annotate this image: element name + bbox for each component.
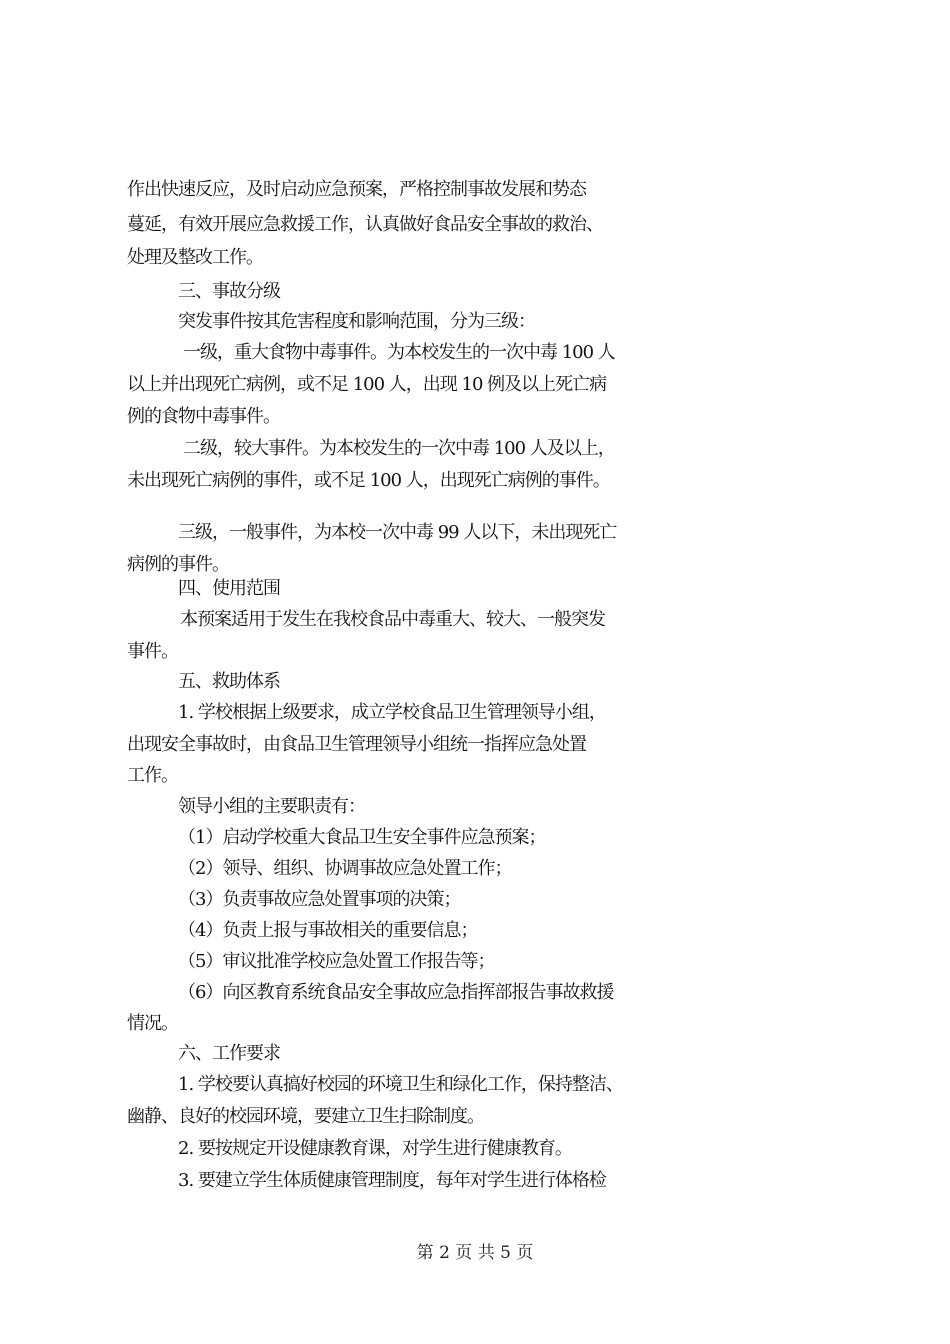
list-item: （3）负责事故应急处置事项的决策；	[178, 889, 461, 910]
list-item: （1）启动学校重大食品卫生安全事件应急预案；	[178, 827, 546, 848]
paragraph-line: 病例的事件。	[127, 554, 229, 575]
paragraph-line: 二级，较大事件。为本校发生的一次中毒 100 人及以上，	[183, 438, 615, 459]
paragraph-line: 2. 要按规定开设健康教育课，对学生进行健康教育。	[178, 1138, 572, 1159]
paragraph-line: 以上并出现死亡病例，或不足 100 人，出现 10 例及以上死亡病	[127, 374, 607, 395]
paragraph-line: 领导小组的主要职责有：	[178, 796, 365, 817]
paragraph-line: 出现安全事故时，由食品卫生管理领导小组统一指挥应急处置	[127, 734, 586, 755]
paragraph-line: 事件。	[127, 641, 178, 662]
paragraph-line: 情况。	[127, 1013, 178, 1034]
paragraph-line: 幽静、良好的校园环境，要建立卫生扫除制度。	[127, 1106, 484, 1127]
paragraph-line: 三级，一般事件，为本校一次中毒 99 人以下，未出现死亡	[178, 522, 617, 543]
paragraph-line: 突发事件按其危害程度和影响范围，分为三级：	[178, 311, 535, 332]
paragraph-line: 本预案适用于发生在我校食品中毒重大、较大、一般突发	[180, 609, 605, 630]
section-heading: 六、工作要求	[178, 1043, 280, 1064]
section-heading: 四、使用范围	[178, 578, 280, 599]
paragraph-line: 蔓延，有效开展应急救援工作，认真做好食品安全事故的救治、	[127, 214, 603, 235]
paragraph-line: 工作。	[127, 765, 178, 786]
paragraph-line: 1. 学校根据上级要求，成立学校食品卫生管理领导小组，	[178, 702, 606, 723]
paragraph-line: 3. 要建立学生体质健康管理制度，每年对学生进行体格检	[178, 1170, 606, 1191]
list-item: （2）领导、组织、协调事故应急处置工作；	[178, 858, 512, 879]
section-heading: 五、救助体系	[178, 671, 280, 692]
list-item: （4）负责上报与事故相关的重要信息；	[178, 920, 478, 941]
paragraph-line: 处理及整改工作。	[127, 247, 263, 268]
paragraph-line: 未出现死亡病例的事件，或不足 100 人，出现死亡病例的事件。	[127, 470, 610, 491]
list-item: （5）审议批准学校应急处置工作报告等；	[178, 951, 495, 972]
paragraph-line: 一级，重大食物中毒事件。为本校发生的一次中毒 100 人	[183, 342, 615, 363]
list-item: （6）向区教育系统食品安全事故应急指挥部报告事故救援	[178, 982, 614, 1003]
paragraph-line: 作出快速反应，及时启动应急预案，严格控制事故发展和势态	[127, 179, 586, 200]
section-heading: 三、事故分级	[178, 281, 280, 302]
page-footer: 第 2 页 共 5 页	[416, 1243, 534, 1263]
paragraph-line: 例的食物中毒事件。	[127, 406, 280, 427]
paragraph-line: 1. 学校要认真搞好校园的环境卫生和绿化工作，保持整洁、	[178, 1074, 623, 1095]
